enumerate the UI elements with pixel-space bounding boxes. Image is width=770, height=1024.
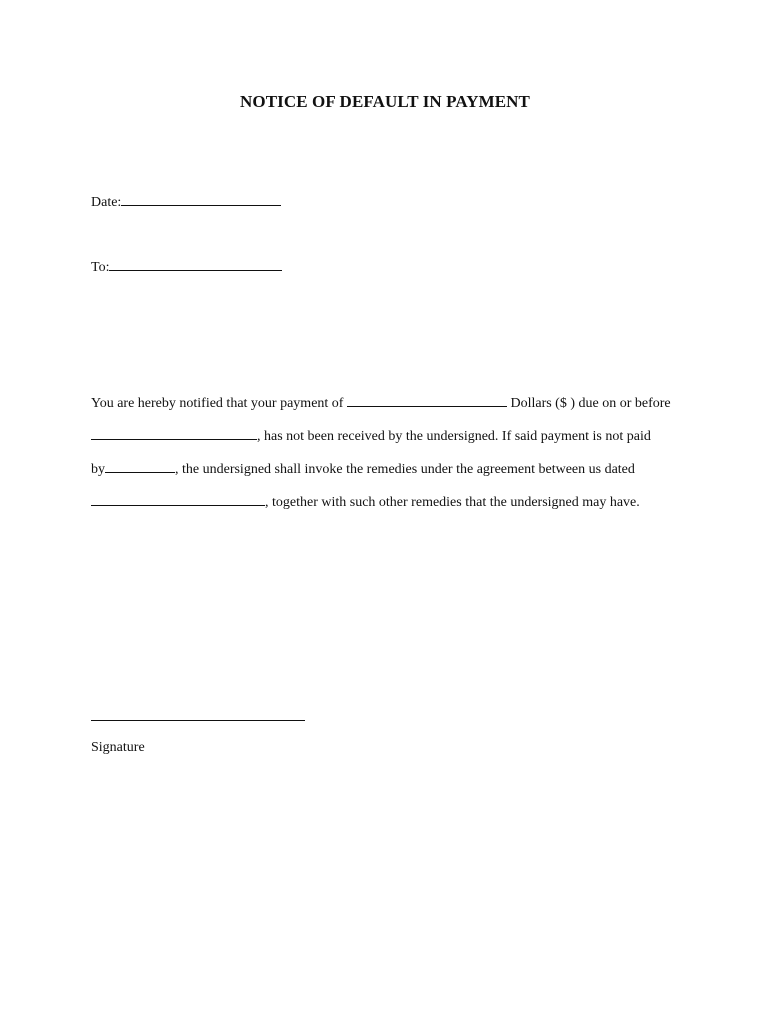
date-field[interactable] (121, 193, 281, 206)
paragraph-text: , the undersigned shall invoke the remedies under the agreement between us dated (175, 462, 635, 477)
paragraph-text: , together with such other remedies that the undersigned may have. (265, 495, 640, 510)
due-date-field[interactable] (91, 427, 257, 440)
paragraph-text: Dollars ($ ) due on or before (510, 396, 671, 411)
signature-label: Signature (91, 740, 145, 755)
paragraph-line-3 (91, 460, 635, 479)
date-row (91, 193, 281, 212)
pay-by-date-field[interactable] (105, 460, 175, 473)
paragraph-text: You are hereby notified that your payment of (91, 396, 344, 411)
paragraph-text: by (91, 462, 105, 477)
agreement-date-field[interactable] (91, 493, 265, 506)
payment-amount-field[interactable] (347, 394, 507, 407)
paragraph-text: , has not been received by the undersigned. If said payment is not paid (257, 429, 651, 444)
paragraph-line-2 (91, 427, 651, 446)
paragraph-line-1 (91, 394, 671, 413)
document-title: NOTICE OF DEFAULT IN PAYMENT (240, 92, 530, 111)
to-label: To: (91, 260, 110, 275)
to-row (91, 258, 282, 277)
paragraph-line-4 (91, 493, 640, 512)
to-field[interactable] (109, 258, 282, 271)
date-label: Date: (91, 195, 122, 210)
signature-line[interactable] (91, 720, 305, 721)
